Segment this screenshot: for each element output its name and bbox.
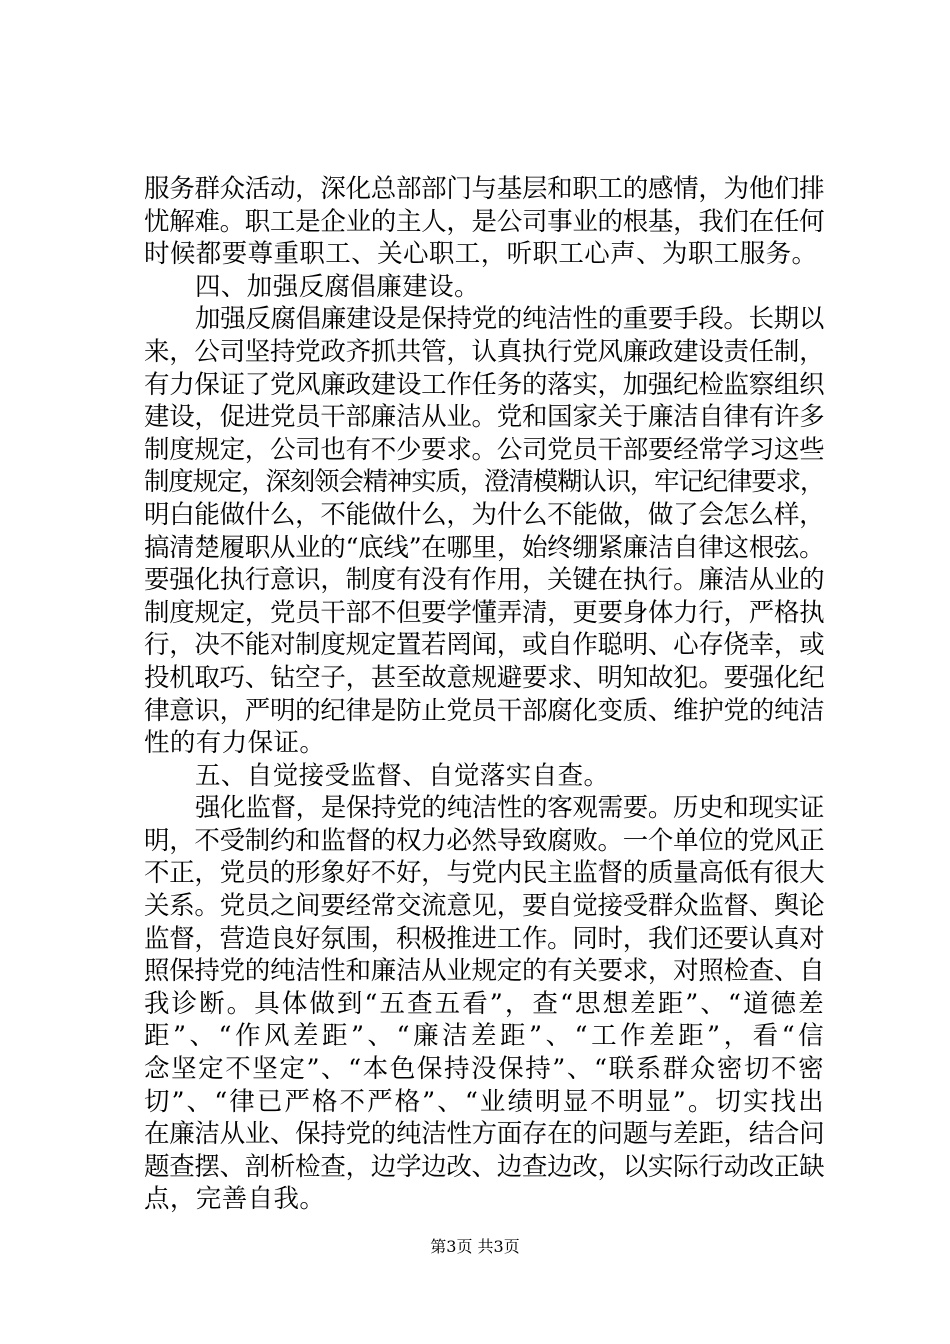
- text-line: 强化监督，是保持党的纯洁性的客观需要。历史和现实证: [195, 793, 824, 824]
- text-line: 制度规定，深刻领会精神实质，澄清模糊认识，牢记纪律要求，: [144, 467, 825, 498]
- page-footer: [0, 1237, 950, 1257]
- page-number-label: 第3页 共3页: [430, 1237, 520, 1256]
- text-line: 性的有力保证。: [144, 728, 326, 759]
- text-line: 念坚定不坚定”、“本色保持没保持”、“联系群众密切不密: [144, 1054, 824, 1085]
- text-line: 照保持党的纯洁性和廉洁从业规定的有关要求，对照检查、自: [144, 956, 825, 987]
- text-line: 五、自觉接受监督、自觉落实自查。: [195, 760, 610, 791]
- text-line: 时候都要尊重职工、关心职工，听职工心声、为职工服务。: [144, 239, 818, 270]
- text-line: 有力保证了党风廉政建设工作任务的落实，加强纪检监察组织: [144, 369, 825, 400]
- text-line: 要强化执行意识，制度有没有作用，关键在执行。廉洁从业的: [144, 565, 825, 596]
- text-line: 在廉洁从业、保持党的纯洁性方面存在的问题与差距，结合问: [144, 1119, 825, 1150]
- text-line: 律意识，严明的纪律是防止党员干部腐化变质、维护党的纯洁: [144, 695, 825, 726]
- text-line: 不正，党员的形象好不好，与党内民主监督的质量高低有很大: [144, 858, 825, 889]
- text-line: 忧解难。职工是企业的主人，是公司事业的根基，我们在任何: [144, 206, 825, 237]
- text-line: 四、加强反腐倡廉建设。: [195, 271, 480, 302]
- text-line: 制度规定，党员干部不但要学懂弄清，更要身体力行，严格执: [144, 597, 825, 628]
- text-line: 投机取巧、钻空子，甚至故意规避要求、明知故犯。要强化纪: [144, 662, 825, 693]
- text-line: 建设，促进党员干部廉洁从业。党和国家关于廉洁自律有许多: [144, 402, 825, 433]
- text-line: 监督，营造良好氛围，积极推进工作。同时，我们还要认真对: [144, 923, 825, 954]
- text-line: 明白能做什么，不能做什么，为什么不能做，做了会怎么样，: [144, 499, 825, 530]
- text-line: 我诊断。具体做到“五查五看”，查“思想差距”、“道德差: [144, 988, 824, 1019]
- text-line: 距”、“作风差距”、“廉洁差距”、“工作差距”，看“信: [144, 1021, 824, 1052]
- text-line: 明，不受制约和监督的权力必然导致腐败。一个单位的党风正: [144, 825, 825, 856]
- text-line: 加强反腐倡廉建设是保持党的纯洁性的重要手段。长期以: [195, 304, 824, 335]
- text-line: 行，决不能对制度规定置若罔闻，或自作聪明、心存侥幸，或: [144, 630, 825, 661]
- text-line: 关系。党员之间要经常交流意见，要自觉接受群众监督、舆论: [144, 891, 825, 922]
- document-body: [144, 173, 824, 1216]
- text-line: 切”、“律已严格不严格”、“业绩明显不明显”。切实找出: [144, 1086, 824, 1117]
- text-line: 搞清楚履职从业的“底线”在哪里，始终绷紧廉洁自律这根弦。: [144, 532, 825, 563]
- text-line: 制度规定，公司也有不少要求。公司党员干部要经常学习这些: [144, 434, 825, 465]
- text-line: 来，公司坚持党政齐抓共管，认真执行党风廉政建设责任制，: [144, 336, 825, 367]
- text-line: 题查摆、剖析检查，边学边改、边查边改，以实际行动改正缺: [144, 1151, 825, 1182]
- text-line: 服务群众活动，深化总部部门与基层和职工的感情，为他们排: [144, 174, 825, 204]
- text-line: 点，完善自我。: [144, 1184, 326, 1215]
